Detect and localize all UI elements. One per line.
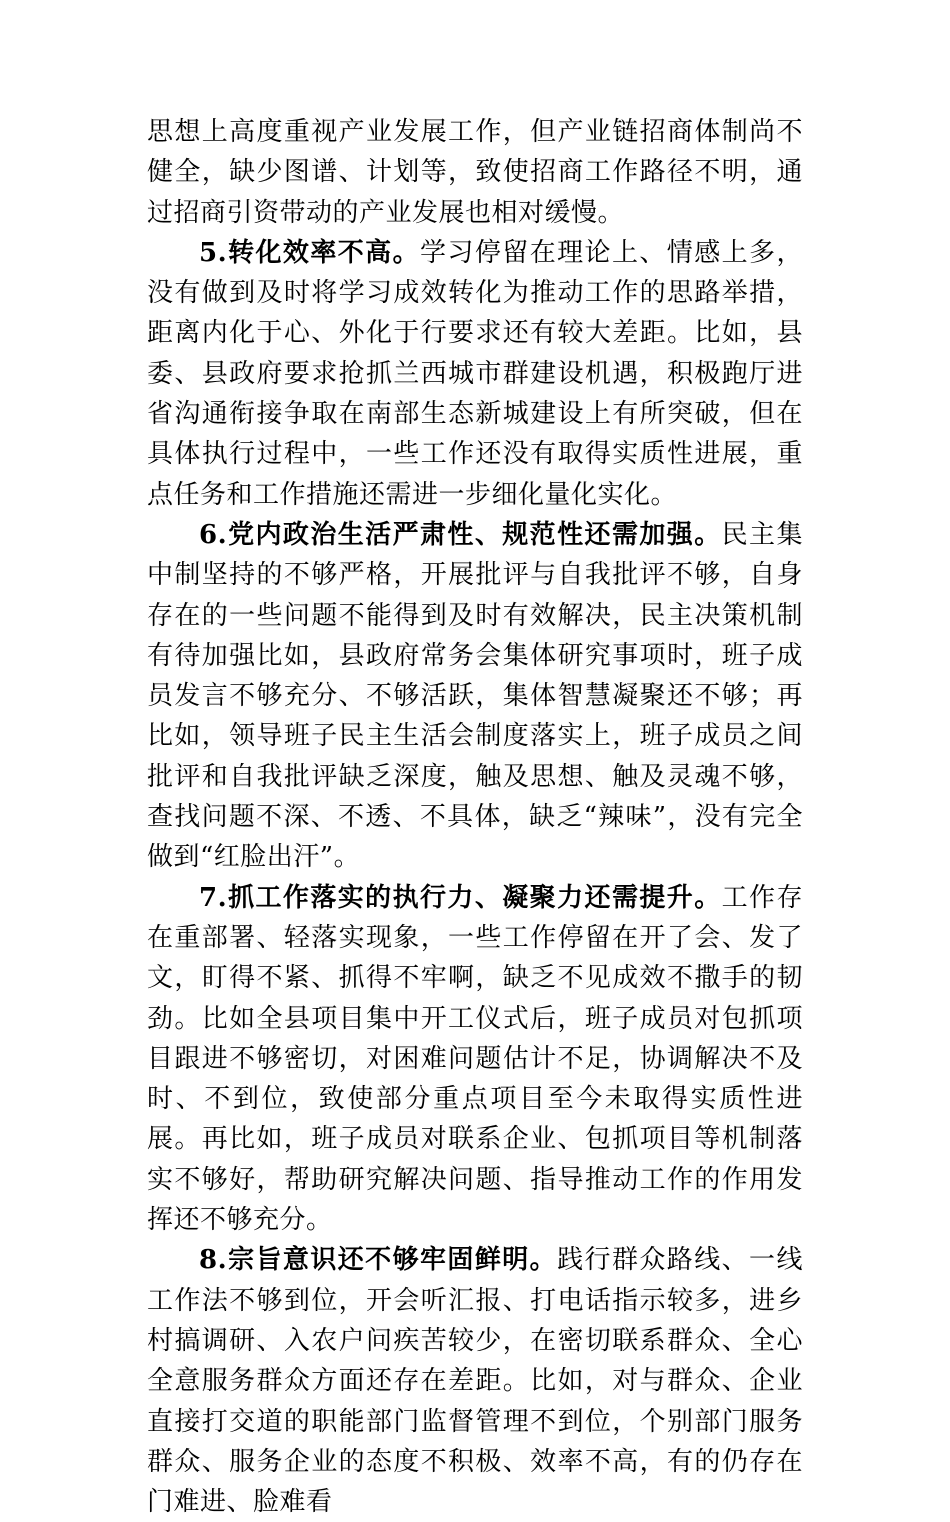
- paragraph-heading: 6.党内政治生活严肃性、规范性还需加强。: [199, 519, 722, 550]
- paragraph-heading: 7.抓工作落实的执行力、凝聚力还需提升。: [199, 882, 722, 913]
- paragraph-item-8: [147, 1240, 803, 1522]
- paragraph-heading: 8.宗旨意识还不够牢固鲜明。: [199, 1245, 558, 1276]
- paragraph-item-7: [147, 878, 803, 1241]
- paragraph-body: 思想上高度重视产业发展工作，但产业链招商体制尚不健全，缺少图谱、计划等，致使招商工作路径不明，通过招商引资带动的产业发展也相对缓慢。: [147, 117, 803, 228]
- paragraph-heading: 5.转化效率不高。: [199, 237, 421, 268]
- paragraph-item-5: [147, 233, 803, 515]
- paragraph-body: 民主集中制坚持的不够严格，开展批评与自我批评不够，自身存在的一些问题不能得到及时有效解决，民主决策机制有待加强比如，县政府常务会集体研究事项时，班子成员发言不够充分、不够活跃，集体智慧凝聚还不够；再比如，领导班子民主生活会制度落实上，班子成员之间批评和自我批评缺乏深度，触及思想、触及灵魂不够，查找问题不深、不透、不具体，缺乏“辣味”，没有完全做到“红脸出汗”。: [147, 519, 803, 873]
- paragraph-body: 学习停留在理论上、情感上多，没有做到及时将学习成效转化为推动工作的思路举措，距离内化于心、外化于行要求还有较大差距。比如，县委、县政府要求抢抓兰西城市群建设机遇，积极跑厅进省沟通衔接争取在南部生态新城建设上有所突破，但在具体执行过程中，一些工作还没有取得实质性进展，重点任务和工作措施还需进一步细化量化实化。: [147, 237, 803, 510]
- document-body: [147, 112, 803, 1522]
- paragraph-item-6: [147, 515, 803, 878]
- paragraph-body: 践行群众路线、一线工作法不够到位，开会听汇报、打电话指示较多，进乡村搞调研、入农户问疾苦较少，在密切联系群众、全心全意服务群众方面还存在差距。比如，对与群众、企业直接打交道的职能部门监督管理不到位，个别部门服务群众、服务企业的态度不积极、效率不高，有的仍存在门难进、脸难看: [147, 1245, 803, 1518]
- paragraph-continuation: [147, 112, 803, 233]
- paragraph-body: 工作存在重部署、轻落实现象，一些工作停留在开了会、发了文，盯得不紧、抓得不牢啊，缺乏不见成效不撒手的韧劲。比如全县项目集中开工仪式后，班子成员对包抓项目跟进不够密切，对困难问题估计不足，协调解决不及时、不到位，致使部分重点项目至今未取得实质性进展。再比如，班子成员对联系企业、包抓项目等机制落实不够好，帮助研究解决问题、指导推动工作的作用发挥还不够充分。: [147, 882, 803, 1236]
